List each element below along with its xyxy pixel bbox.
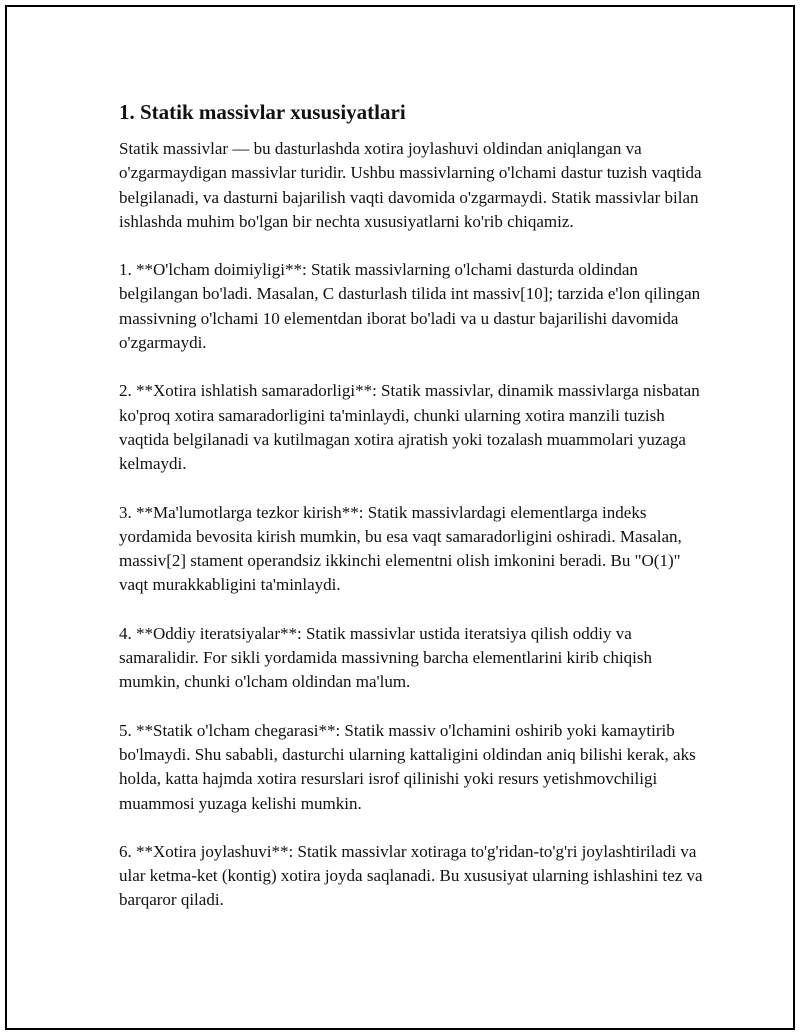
list-item-fast-access: 3. **Ma'lumotlarga tezkor kirish**: Statik massivlardagi elementlarga indeks yordamida bevosita kirish mumkin, bu esa vaqt samaradorligini oshiradi. Masalan, massiv[2] stament operandsiz ikkinchi elementni olish imkonini beradi. Bu "O(1)" vaqt murakkabligini ta'minlaydi.: [119, 502, 682, 595]
list-item-simple-iteration: 4. **Oddiy iteratsiyalar**: Statik massivlar ustida iteratsiya qilish oddiy va samaralidir. For sikli yordamida massivning barcha elementlarini kirib chiqish mumkin, chunki o'lcham oldindan ma'lum.: [119, 623, 653, 692]
section-heading: 1. Statik massivlar xususiyatlari: [119, 100, 406, 124]
list-item-size-limit: 5. **Statik o'lcham chegarasi**: Statik massiv o'lchamini oshirib yoki kamaytirib bo'lmaydi. Shu sababli, dasturchi ularning kattaligini oldindan aniq bilishi kerak, aks holda, katta hajmda xotira resurslari isrof qilinishi yoki resurs yetishmovchiligi muammosi yuzaga kelishi mumkin.: [119, 720, 696, 813]
intro-paragraph: Statik massivlar — bu dasturlashda xotira joylashuvi oldindan aniqlangan va o'zgarmaydigan massivlar turidir. Ushbu massivlarning o'lchami dastur tuzish vaqtida belgilanadi, va dasturni bajarilish vaqti davomida o'zgarmaydi. Statik massivlar bilan ishlashda muhim bo'lgan bir nechta xususiyatlarni ko'rib chiqamiz.: [119, 139, 702, 231]
list-item-memory-efficiency: 2. **Xotira ishlatish samaradorligi**: Statik massivlar, dinamik massivlarga nisbatan ko'proq xotira samaradorligini ta'minlaydi, chunki ularning xotira manzili tuzish vaqtida belgilanadi va kutilmagan xotira ajratish yoki tozalash muammolari yuzaga kelmaydi.: [119, 381, 700, 474]
document-body: [119, 97, 704, 937]
list-item-memory-layout: 6. **Xotira joylashuvi**: Statik massivlar xotiraga to'g'ridan-to'g'ri joylashtiriladi va ular ketma-ket (kontig) xotira joyda saqlanadi. Bu xususiyat ularning ishlashini tez va barqaror qiladi.: [119, 841, 703, 910]
document-page: [5, 5, 795, 1030]
list-item-size-constancy: 1. **O'lcham doimiyligi**: Statik massivlarning o'lchami dasturda oldindan belgilangan bo'ladi. Masalan, C dasturlash tilida int massiv[10]; tarzida e'lon qilingan massivning o'lchami 10 elementdan iborat bo'ladi va u dastur bajarilishi davomida o'zgarmaydi.: [119, 260, 701, 353]
